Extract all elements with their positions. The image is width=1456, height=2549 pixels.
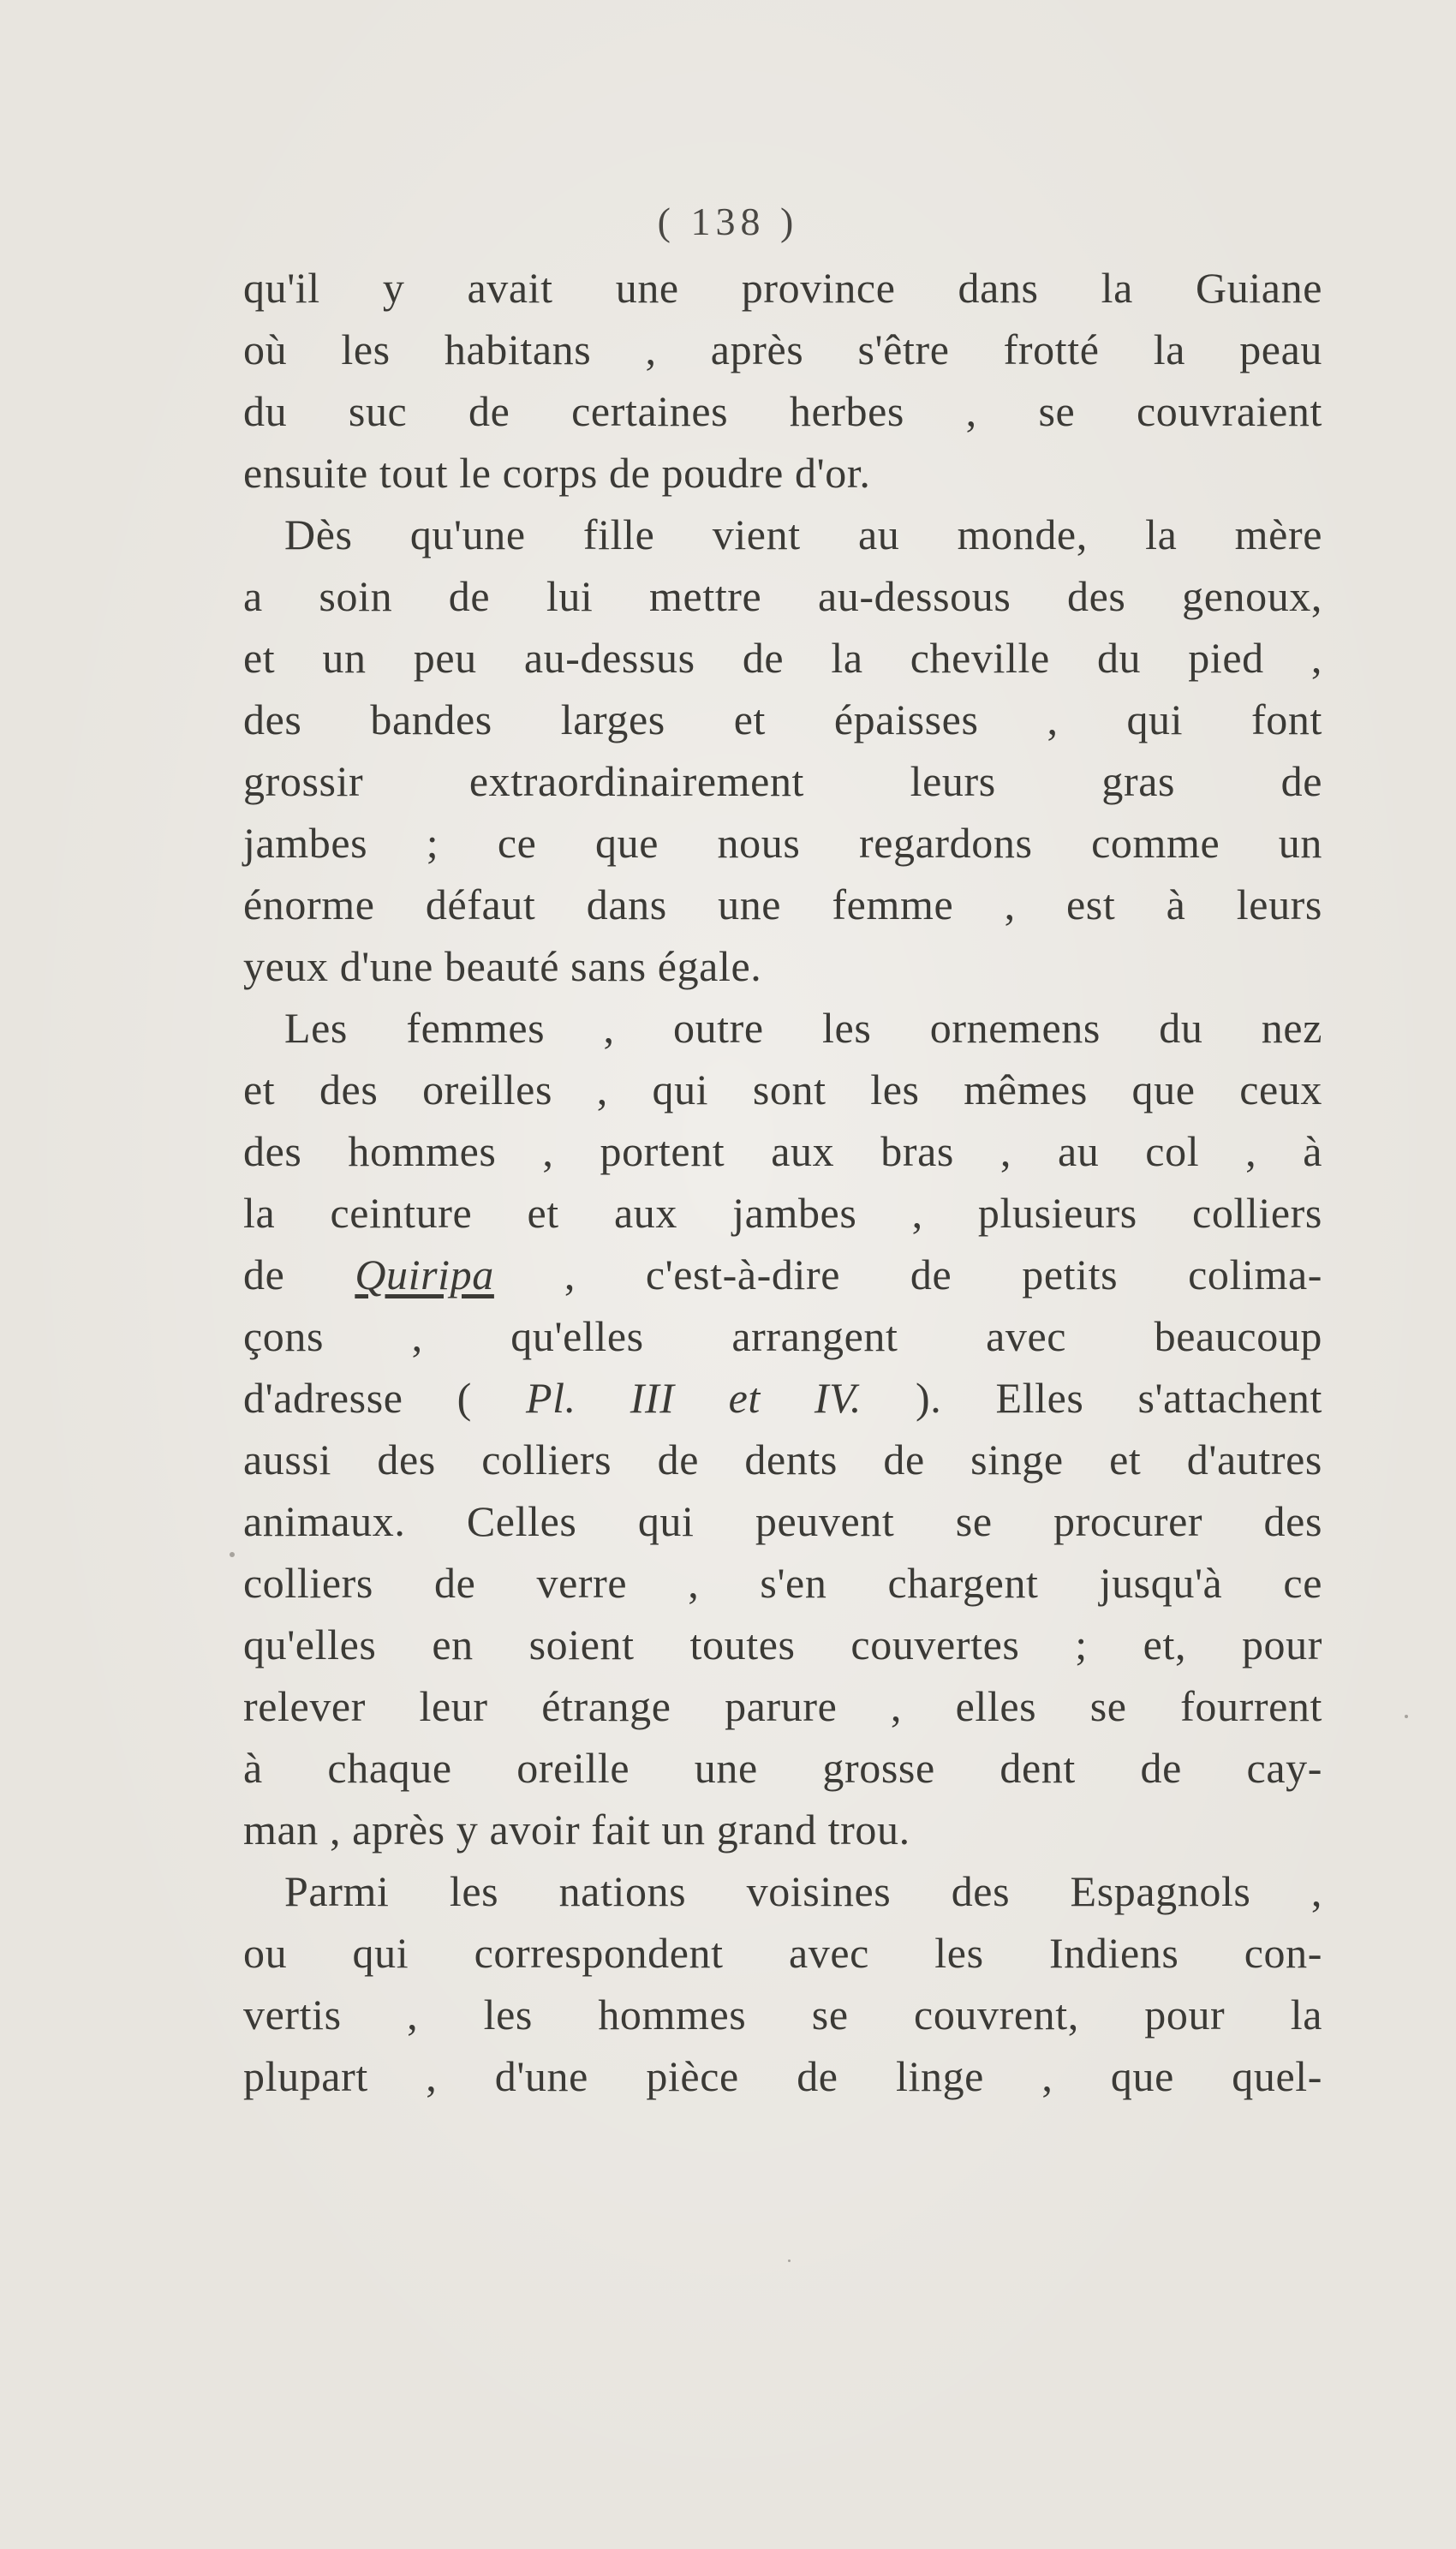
text-line: man , après y avoir fait un grand trou. — [243, 1806, 910, 1854]
text-line: Les femmes , outre les ornemens du nez — [284, 1004, 1322, 1052]
text-line: ensuite tout le corps de poudre d'or. — [243, 449, 871, 497]
text-line: des bandes larges et épaisses , qui font — [243, 695, 1322, 743]
text-fragment: d'adresse ( — [243, 1374, 472, 1422]
text-line: Parmi les nations voisines des Espagnols , — [284, 1867, 1322, 1915]
page-number: ( 138 ) — [657, 200, 799, 243]
text-line: colliers de verre , s'en chargent jusqu'à ce — [243, 1559, 1322, 1607]
text-line: énorme défaut dans une femme , est à leurs — [243, 881, 1322, 928]
plate-reference: Pl. III et IV. — [525, 1374, 862, 1422]
text-line: des hommes , portent aux bras , au col , à — [243, 1127, 1322, 1175]
paper-speck — [788, 2259, 791, 2262]
text-line-quiripa — [243, 1244, 1322, 1305]
italic-term-quiripa: Quiripa — [355, 1251, 494, 1298]
paper-speck — [1405, 1715, 1408, 1718]
text-line: grossir extraordinairement leurs gras de — [243, 757, 1322, 805]
body-text — [243, 257, 1322, 2107]
text-line: et un peu au-dessus de la cheville du pied , — [243, 634, 1322, 682]
text-line: a soin de lui mettre au-dessous des genoux, — [243, 572, 1322, 620]
paper-speck — [230, 1552, 235, 1557]
text-line: jambes ; ce que nous regardons comme un — [243, 819, 1322, 867]
text-line: aussi des colliers de dents de singe et d'autres — [243, 1436, 1322, 1483]
text-line: çons , qu'elles arrangent avec beaucoup — [243, 1312, 1322, 1360]
text-fragment: ). Elles s'attachent — [916, 1374, 1323, 1422]
text-line: et des oreilles , qui sont les mêmes que ceux — [243, 1066, 1322, 1113]
text-line: à chaque oreille une grosse dent de cay- — [243, 1744, 1322, 1792]
text-line: vertis , les hommes se couvrent, pour la — [243, 1991, 1322, 2039]
text-line: où les habitans , après s'être frotté la peau — [243, 325, 1322, 373]
text-line: qu'il y avait une province dans la Guiane — [243, 264, 1322, 312]
text-line: ou qui correspondent avec les Indiens con- — [243, 1929, 1322, 1977]
text-line: yeux d'une beauté sans égale. — [243, 942, 762, 990]
text-line: relever leur étrange parure , elles se fourrent — [243, 1682, 1322, 1730]
text-line: la ceinture et aux jambes , plusieurs colliers — [243, 1189, 1322, 1237]
text-line-plate-ref — [243, 1367, 1322, 1429]
text-fragment: , c'est-à-dire de petits colima- — [564, 1251, 1322, 1298]
text-line: animaux. Celles qui peuvent se procurer des — [243, 1497, 1322, 1545]
text-line: qu'elles en soient toutes couvertes ; et, pour — [243, 1621, 1322, 1668]
text-fragment: de — [243, 1251, 285, 1298]
text-line: du suc de certaines herbes , se couvraient — [243, 387, 1322, 435]
text-line: Dès qu'une fille vient au monde, la mère — [284, 510, 1322, 558]
text-line: plupart , d'une pièce de linge , que quel- — [243, 2052, 1322, 2100]
